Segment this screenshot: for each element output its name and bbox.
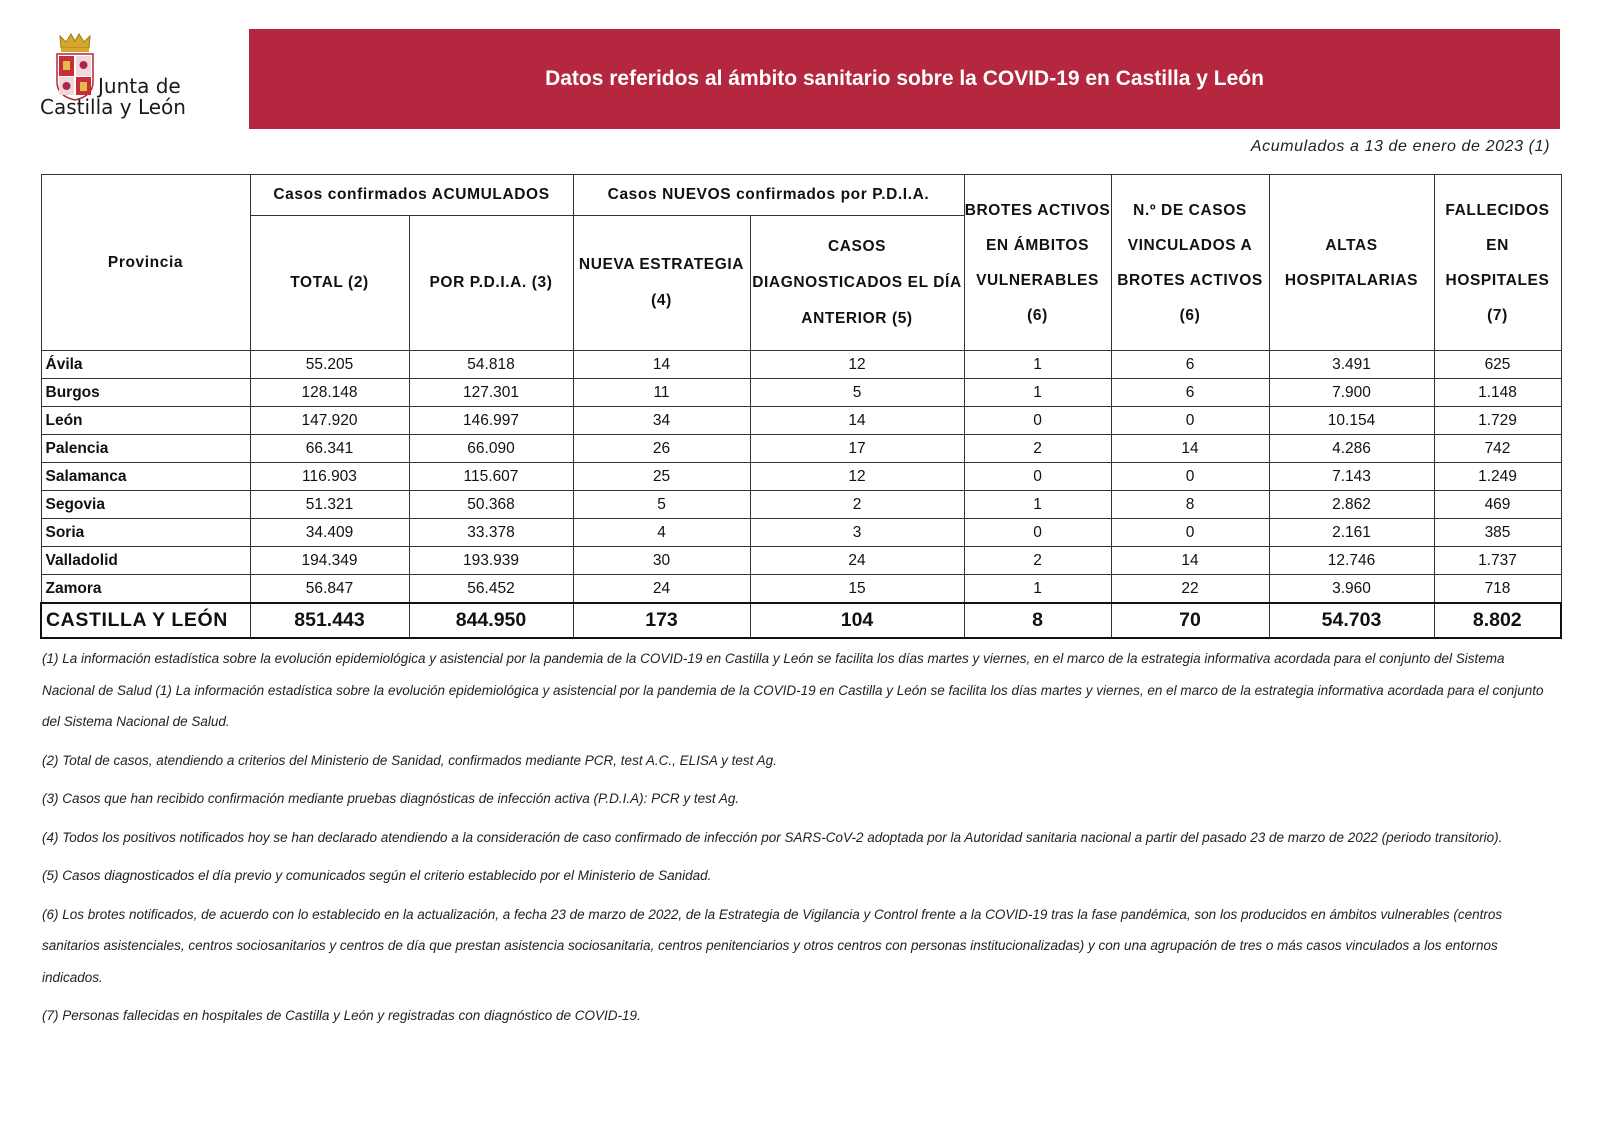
table-row — [41, 547, 1561, 575]
banner-title: Datos referidos al ámbito sanitario sobre la COVID-19 en Castilla y León — [545, 67, 1264, 90]
total-province: CASTILLA Y LEÓN — [41, 603, 250, 638]
table-total-row — [41, 603, 1561, 638]
cell-brotes: 0 — [964, 519, 1111, 547]
header-nueva-estrategia: NUEVA ESTRATEGIA (4) — [573, 216, 750, 351]
cell-province: Palencia — [41, 435, 250, 463]
cell-pdia: 193.939 — [409, 547, 573, 575]
header-brotes: BROTES ACTIVOS EN ÁMBITOS VULNERABLES (6) — [964, 175, 1111, 351]
cell-dia-anterior: 12 — [750, 463, 964, 491]
cell-nueva-estrategia: 26 — [573, 435, 750, 463]
total-pdia: 844.950 — [409, 603, 573, 638]
cell-pdia: 56.452 — [409, 575, 573, 604]
footnotes — [42, 643, 1557, 1039]
cell-province: Zamora — [41, 575, 250, 604]
cell-fallecidos: 1.737 — [1434, 547, 1561, 575]
cell-province: León — [41, 407, 250, 435]
cell-vinculados: 6 — [1111, 379, 1269, 407]
cell-dia-anterior: 5 — [750, 379, 964, 407]
cell-brotes: 1 — [964, 575, 1111, 604]
table-row — [41, 519, 1561, 547]
cell-brotes: 1 — [964, 491, 1111, 519]
cell-dia-anterior: 3 — [750, 519, 964, 547]
cell-brotes: 0 — [964, 463, 1111, 491]
cell-vinculados: 14 — [1111, 435, 1269, 463]
footnote-5: (5) Casos diagnosticados el día previo y comunicados según el criterio establecido por el Ministerio de Sanidad. — [42, 868, 712, 883]
cell-fallecidos: 742 — [1434, 435, 1561, 463]
cell-dia-anterior: 17 — [750, 435, 964, 463]
cell-fallecidos: 1.148 — [1434, 379, 1561, 407]
cell-nueva-estrategia: 11 — [573, 379, 750, 407]
cell-nueva-estrategia: 34 — [573, 407, 750, 435]
cell-nueva-estrategia: 24 — [573, 575, 750, 604]
cell-nueva-estrategia: 4 — [573, 519, 750, 547]
header-altas: ALTAS HOSPITALARIAS — [1269, 175, 1434, 351]
header-vinculados: N.º DE CASOS VINCULADOS A BROTES ACTIVOS (6) — [1111, 175, 1269, 351]
cell-pdia: 146.997 — [409, 407, 573, 435]
cell-brotes: 1 — [964, 351, 1111, 379]
cell-dia-anterior: 12 — [750, 351, 964, 379]
cell-province: Soria — [41, 519, 250, 547]
table-row — [41, 351, 1561, 379]
cell-total: 128.148 — [250, 379, 409, 407]
cell-altas: 3.491 — [1269, 351, 1434, 379]
total-nueva-estrategia: 173 — [573, 603, 750, 638]
table-row — [41, 435, 1561, 463]
cell-vinculados: 14 — [1111, 547, 1269, 575]
cell-altas: 4.286 — [1269, 435, 1434, 463]
header-pdia: POR P.D.I.A. (3) — [409, 216, 573, 351]
cell-vinculados: 0 — [1111, 463, 1269, 491]
logo-line-1: Junta de — [98, 74, 181, 98]
logo-line-2: Castilla y León — [40, 95, 186, 119]
footnote-6: (6) Los brotes notificados, de acuerdo con lo establecido en la actualización, a fecha 23 de marzo de 2022, de la Estrategia de Vigilancia y Control frente a la COVID-19 tras la fase pandémica, son los producidos en ámbitos vulnerables (centros sanitarios asistenciales, centros sociosanitarios y centros de día que prestan asistencia sociosanitaria, centros penitenciarios y otros centros con personas institucionalizadas) y con una agrupación de tres o más casos vinculados a los entornos indicados. — [42, 906, 1503, 985]
table-row — [41, 407, 1561, 435]
cell-vinculados: 6 — [1111, 351, 1269, 379]
cell-dia-anterior: 24 — [750, 547, 964, 575]
cell-vinculados: 22 — [1111, 575, 1269, 604]
cell-altas: 2.862 — [1269, 491, 1434, 519]
date-note: Acumulados a 13 de enero de 2023 (1) — [1250, 138, 1550, 155]
total-fallecidos: 8.802 — [1434, 603, 1561, 638]
cell-nueva-estrategia: 5 — [573, 491, 750, 519]
cell-pdia: 54.818 — [409, 351, 573, 379]
cell-fallecidos: 625 — [1434, 351, 1561, 379]
cell-brotes: 1 — [964, 379, 1111, 407]
total-vinculados: 70 — [1111, 603, 1269, 638]
footnote-1: (1) La información estadística sobre la evolución epidemiológica y asistencial por la pandemia de la COVID-19 en Castilla y León se facilita los días martes y viernes, en el marco de la estrategia informativa acordada para el conjunto del Sistema Nacional de Salud (1) La información estadística sobre la evolución epidemiológica y asistencial por la pandemia de la COVID-19 en Castilla y León se facilita los días martes y viernes, en el marco de la estrategia informativa acordada para el conjunto del Sistema Nacional de Salud. — [42, 651, 1544, 729]
junta-logo — [40, 32, 220, 132]
cell-vinculados: 0 — [1111, 407, 1269, 435]
cell-pdia: 115.607 — [409, 463, 573, 491]
cell-brotes: 0 — [964, 407, 1111, 435]
cell-fallecidos: 1.249 — [1434, 463, 1561, 491]
cell-dia-anterior: 14 — [750, 407, 964, 435]
cell-fallecidos: 1.729 — [1434, 407, 1561, 435]
table-row — [41, 379, 1561, 407]
header-total: TOTAL (2) — [250, 216, 409, 351]
cell-altas: 10.154 — [1269, 407, 1434, 435]
cell-pdia: 66.090 — [409, 435, 573, 463]
cell-fallecidos: 385 — [1434, 519, 1561, 547]
total-altas: 54.703 — [1269, 603, 1434, 638]
cell-altas: 7.143 — [1269, 463, 1434, 491]
footnote-3: (3) Casos que han recibido confirmación mediante pruebas diagnósticas de infección activa (P.D.I.A): PCR y test Ag. — [42, 791, 740, 806]
total-total: 851.443 — [250, 603, 409, 638]
cell-altas: 12.746 — [1269, 547, 1434, 575]
header-nuevos: Casos NUEVOS confirmados por P.D.I.A. — [573, 175, 964, 216]
table-row — [41, 491, 1561, 519]
total-dia-anterior: 104 — [750, 603, 964, 638]
cell-dia-anterior: 2 — [750, 491, 964, 519]
table-row — [41, 463, 1561, 491]
table-row — [41, 575, 1561, 604]
footnote-7: (7) Personas fallecidas en hospitales de Castilla y León y registradas con diagnóstico de COVID-19. — [42, 1008, 641, 1023]
cell-province: Ávila — [41, 351, 250, 379]
cell-nueva-estrategia: 30 — [573, 547, 750, 575]
table-body — [41, 351, 1561, 639]
footnote-2: (2) Total de casos, atendiendo a criterios del Ministerio de Sanidad, confirmados mediante PCR, test A.C., ELISA y test Ag. — [42, 752, 777, 768]
cell-province: Segovia — [41, 491, 250, 519]
cell-brotes: 2 — [964, 435, 1111, 463]
covid-data-table — [40, 174, 1562, 639]
cell-province: Salamanca — [41, 463, 250, 491]
cell-fallecidos: 469 — [1434, 491, 1561, 519]
cell-province: Burgos — [41, 379, 250, 407]
cell-total: 116.903 — [250, 463, 409, 491]
cell-pdia: 33.378 — [409, 519, 573, 547]
cell-province: Valladolid — [41, 547, 250, 575]
cell-nueva-estrategia: 25 — [573, 463, 750, 491]
cell-dia-anterior: 15 — [750, 575, 964, 604]
cell-total: 34.409 — [250, 519, 409, 547]
header-dia-anterior: CASOS DIAGNOSTICADOS EL DÍA ANTERIOR (5) — [750, 216, 964, 351]
title-banner — [249, 29, 1560, 129]
cell-total: 66.341 — [250, 435, 409, 463]
header-acumulados: Casos confirmados ACUMULADOS — [250, 175, 573, 216]
cell-vinculados: 0 — [1111, 519, 1269, 547]
cell-total: 55.205 — [250, 351, 409, 379]
total-brotes: 8 — [964, 603, 1111, 638]
header-fallecidos: FALLECIDOS EN HOSPITALES (7) — [1434, 175, 1561, 351]
cell-altas: 7.900 — [1269, 379, 1434, 407]
cell-vinculados: 8 — [1111, 491, 1269, 519]
cell-brotes: 2 — [964, 547, 1111, 575]
cell-pdia: 50.368 — [409, 491, 573, 519]
cell-total: 51.321 — [250, 491, 409, 519]
cell-altas: 3.960 — [1269, 575, 1434, 604]
cell-pdia: 127.301 — [409, 379, 573, 407]
cell-total: 194.349 — [250, 547, 409, 575]
cell-total: 147.920 — [250, 407, 409, 435]
cell-total: 56.847 — [250, 575, 409, 604]
header-provincia: Provincia — [41, 175, 250, 351]
cell-nueva-estrategia: 14 — [573, 351, 750, 379]
footnote-4: (4) Todos los positivos notificados hoy se han declarado atendiendo a la consideración de caso confirmado de infección por SARS-CoV-2 adoptada por la Autoridad sanitaria nacional a partir del pasado 23 de marzo de 2022 (periodo transitorio). — [42, 829, 1503, 845]
cell-altas: 2.161 — [1269, 519, 1434, 547]
cell-fallecidos: 718 — [1434, 575, 1561, 604]
